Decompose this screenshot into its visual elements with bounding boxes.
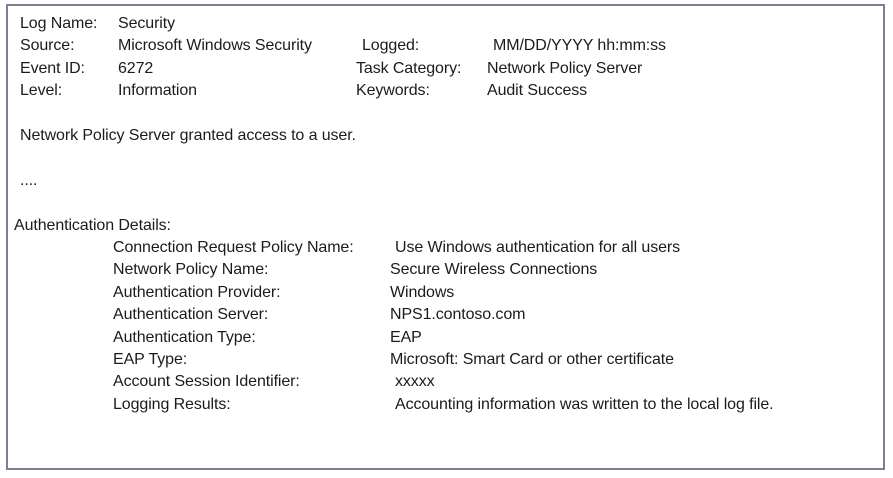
detail-label: Authentication Provider: [113,283,281,301]
header-row-event-id [20,58,883,80]
keywords-value: Audit Success [487,82,588,100]
task-category-label: Task Category: [356,59,462,77]
header-empty-cell [487,13,883,35]
logged-value: MM/DD/YYYY hh:mm:ss [493,37,666,55]
level-value: Information [118,82,197,100]
log-name-value: Security [118,15,175,32]
source-value: Microsoft Windows Security [118,37,312,55]
spacer [20,147,883,169]
spacer [20,103,883,125]
detail-value: Accounting information was written to the local log file. [395,395,774,413]
detail-value: Secure Wireless Connections [390,261,598,279]
ellipsis-line: .... [20,171,38,189]
detail-row-authentication-provider [113,282,883,304]
header-row-level [20,80,883,102]
detail-value: Windows [390,283,455,301]
source-label: Source: [20,37,75,55]
detail-value: Microsoft: Smart Card or other certificate [390,351,674,369]
event-log-content [8,6,883,416]
event-id-label: Event ID: [20,59,85,77]
detail-label: Authentication Server: [113,306,269,324]
detail-row-authentication-server [113,304,883,326]
auth-details-table [20,237,883,416]
detail-row-logging-results [113,394,883,416]
keywords-label: Keywords: [356,82,430,100]
detail-label: EAP Type: [113,351,188,369]
detail-row-network-policy-name [113,259,883,281]
detail-label: Connection Request Policy Name: [113,239,354,257]
event-id-value: 6272 [118,59,154,77]
detail-label: Account Session Identifier: [113,373,300,391]
task-category-value: Network Policy Server [487,59,643,77]
log-name-label: Log Name: [20,15,98,32]
detail-label: Logging Results: [113,395,231,413]
detail-row-account-session-identifier [113,371,883,393]
detail-row-connection-request-policy [113,237,883,259]
detail-label: Authentication Type: [113,328,256,346]
detail-value: EAP [390,328,422,346]
level-label: Level: [20,82,63,100]
header-row-source [20,35,883,57]
header-empty-cell [356,13,487,35]
detail-row-authentication-type [113,327,883,349]
logged-label: Logged: [362,37,420,55]
detail-value: xxxxx [395,373,435,391]
detail-label: Network Policy Name: [113,261,269,279]
detail-row-eap-type [113,349,883,371]
spacer [20,192,883,214]
detail-value: NPS1.contoso.com [390,306,526,324]
event-description: Network Policy Server granted access to a user. [20,127,356,145]
event-header-table [20,13,883,103]
detail-value: Use Windows authentication for all users [395,239,681,257]
header-row-log-name [20,13,883,35]
auth-details-heading: Authentication Details: [14,216,171,234]
event-log-frame [6,4,885,470]
